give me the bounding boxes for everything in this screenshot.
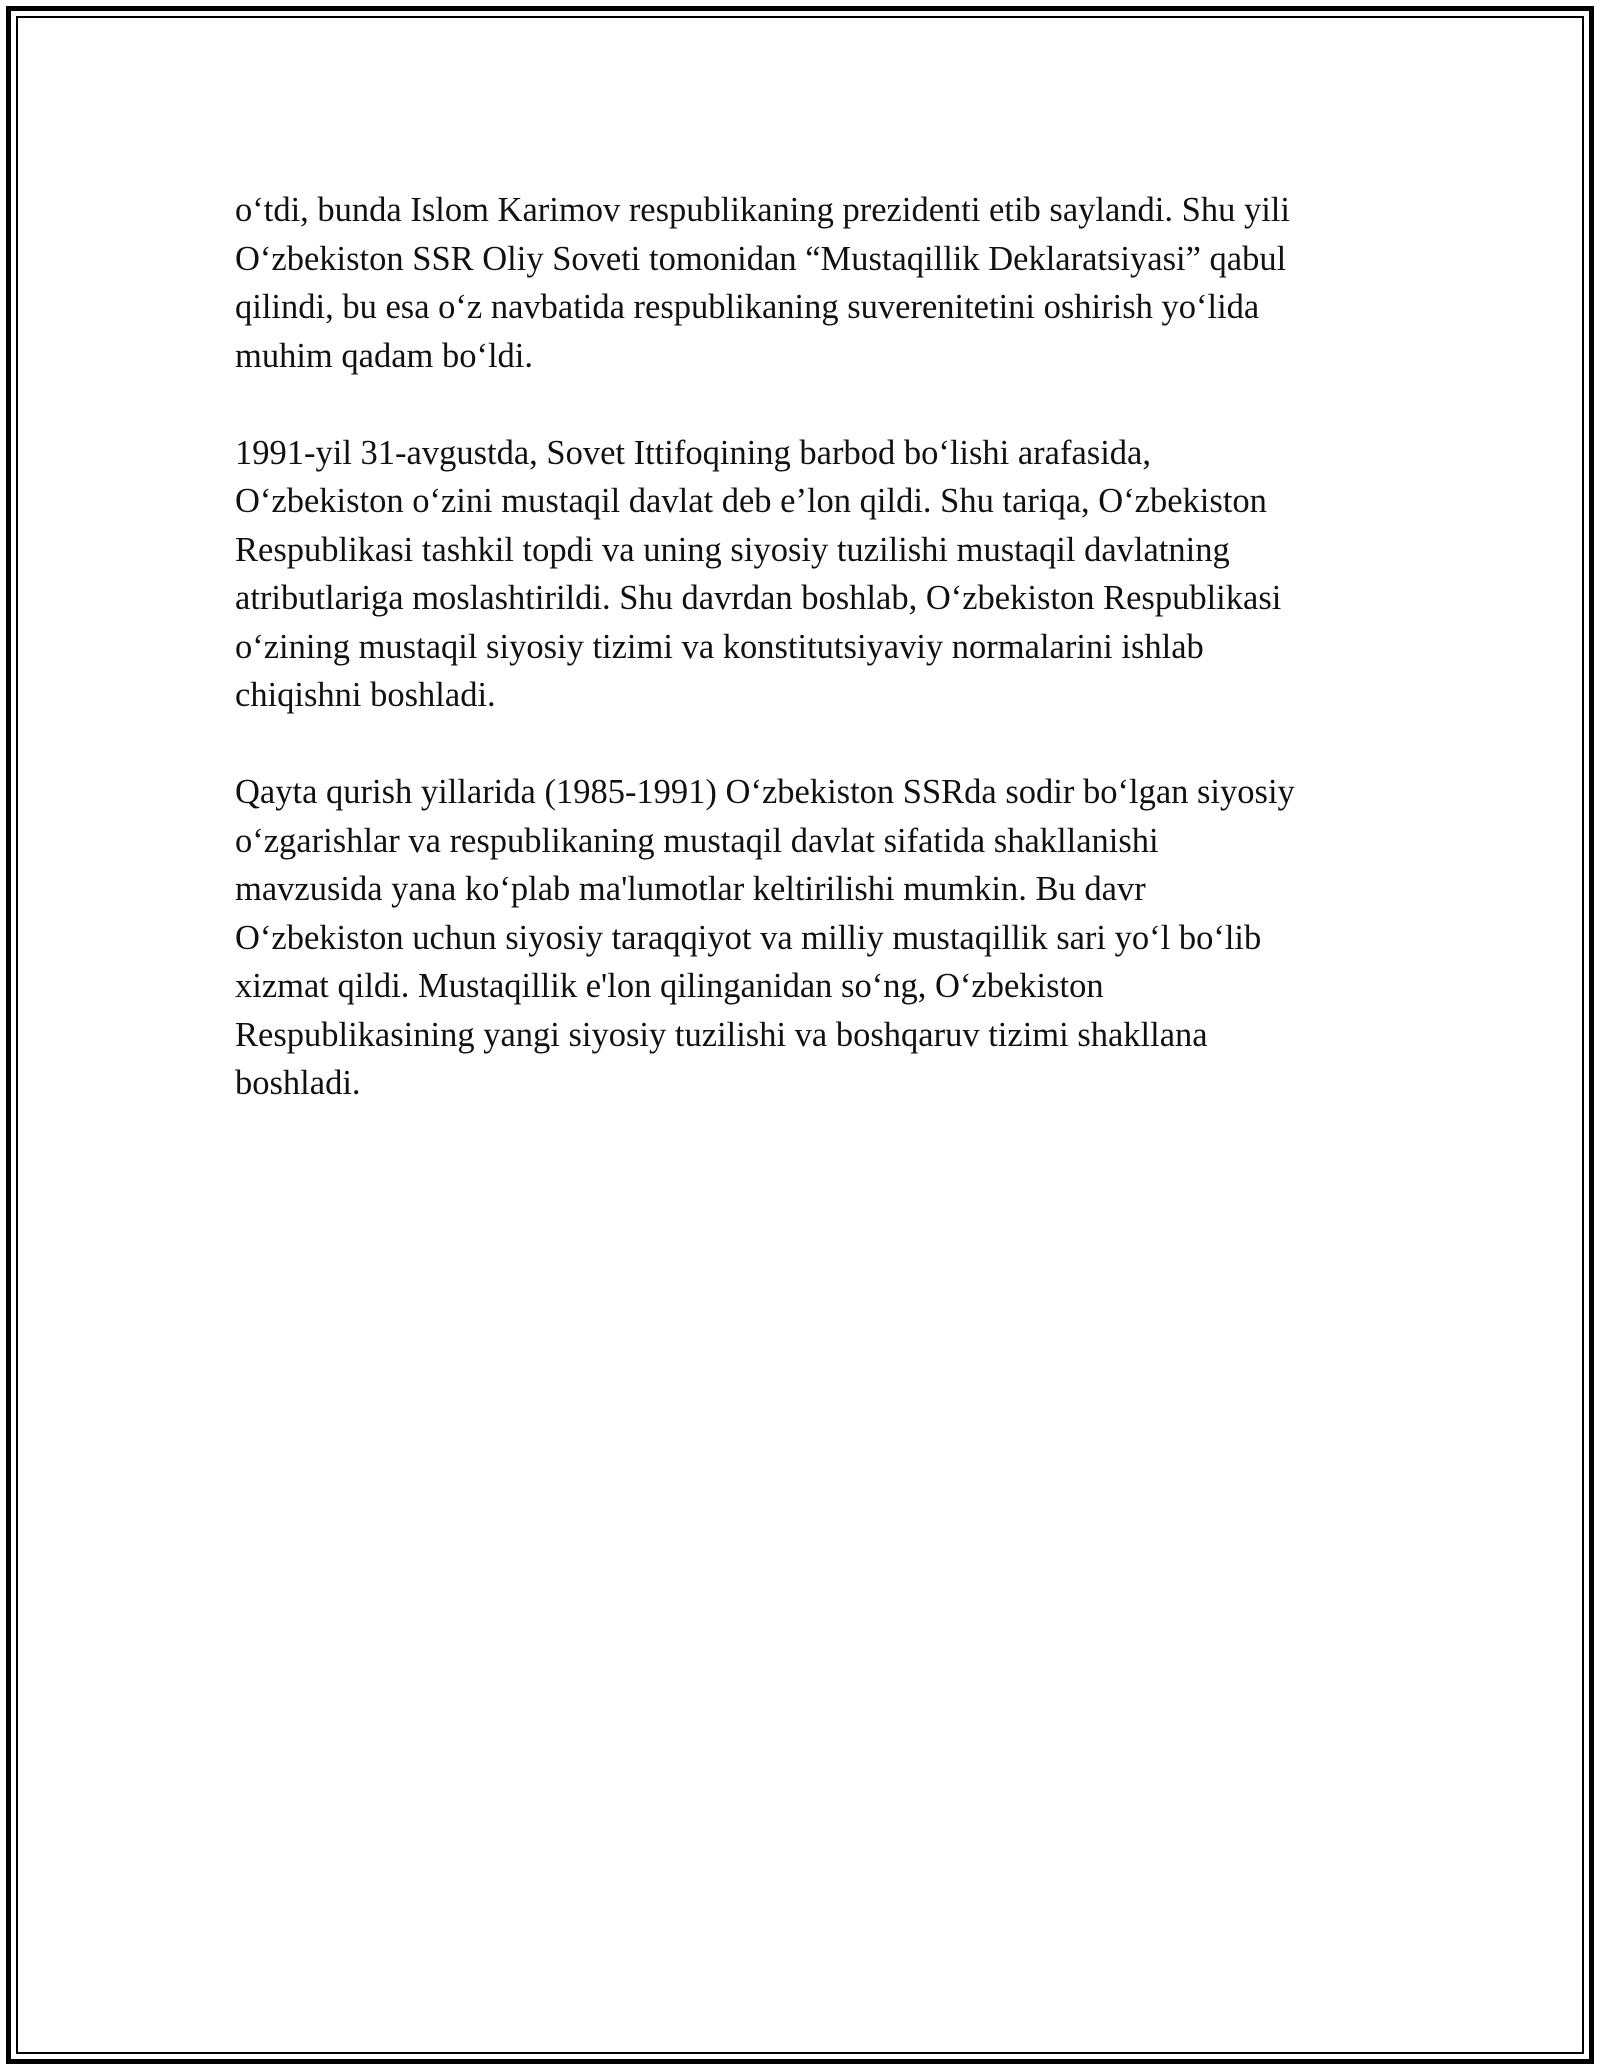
paragraph — [235, 186, 1375, 380]
text-line: boshladi. — [235, 1064, 361, 1102]
text-line: xizmat qildi. Mustaqillik e'lon qilinganidan so‘ng, O‘zbekiston — [235, 967, 1104, 1005]
text-line: Respublikasi tashkil topdi va uning siyosiy tuzilishi mustaqil davlatning — [235, 530, 1230, 569]
text-line: Qayta qurish yillarida (1985-1991) O‘zbekiston SSRda sodir bo‘lgan siyosiy — [235, 773, 1295, 811]
text-line: o‘tdi, bunda Islom Karimov respublikaning prezidenti etib saylandi. Shu yili — [235, 191, 1290, 229]
text-line: O‘zbekiston uchun siyosiy taraqqiyot va milliy mustaqillik sari yo‘l bo‘lib — [235, 918, 1262, 957]
text-line: muhim qadam bo‘ldi. — [235, 336, 534, 375]
text-line: qilindi, bu esa o‘z navbatida respublikaning suverenitetini oshirish yo‘lida — [235, 288, 1260, 326]
paragraph — [235, 429, 1375, 720]
text-line: O‘zbekiston SSR Oliy Soveti tomonidan “Mustaqillik Deklaratsiyasi” qabul — [235, 239, 1287, 278]
paragraph — [235, 768, 1375, 1108]
text-line: o‘zining mustaqil siyosiy tizimi va konstitutsiyaviy normalarini ishlab — [235, 627, 1204, 666]
text-line: Respublikasining yangi siyosiy tuzilishi va boshqaruv tizimi shakllana — [235, 1015, 1208, 1054]
text-line: mavzusida yana ko‘plab ma'lumotlar keltirilishi mumkin. Bu davr — [235, 870, 1146, 908]
document-body — [235, 186, 1375, 1156]
text-line: o‘zgarishlar va respublikaning mustaqil davlat sifatida shakllanishi — [235, 821, 1159, 860]
text-line: O‘zbekiston o‘zini mustaqil davlat deb e’lon qildi. Shu tariqa, O‘zbekiston — [235, 482, 1267, 520]
text-line: 1991-yil 31-avgustda, Sovet Ittifoqining barbod bo‘lishi arafasida, — [235, 433, 1151, 472]
text-line: atributlariga moslashtirildi. Shu davrdan boshlab, O‘zbekiston Respublikasi — [235, 579, 1282, 617]
text-line: chiqishni boshladi. — [235, 676, 496, 714]
